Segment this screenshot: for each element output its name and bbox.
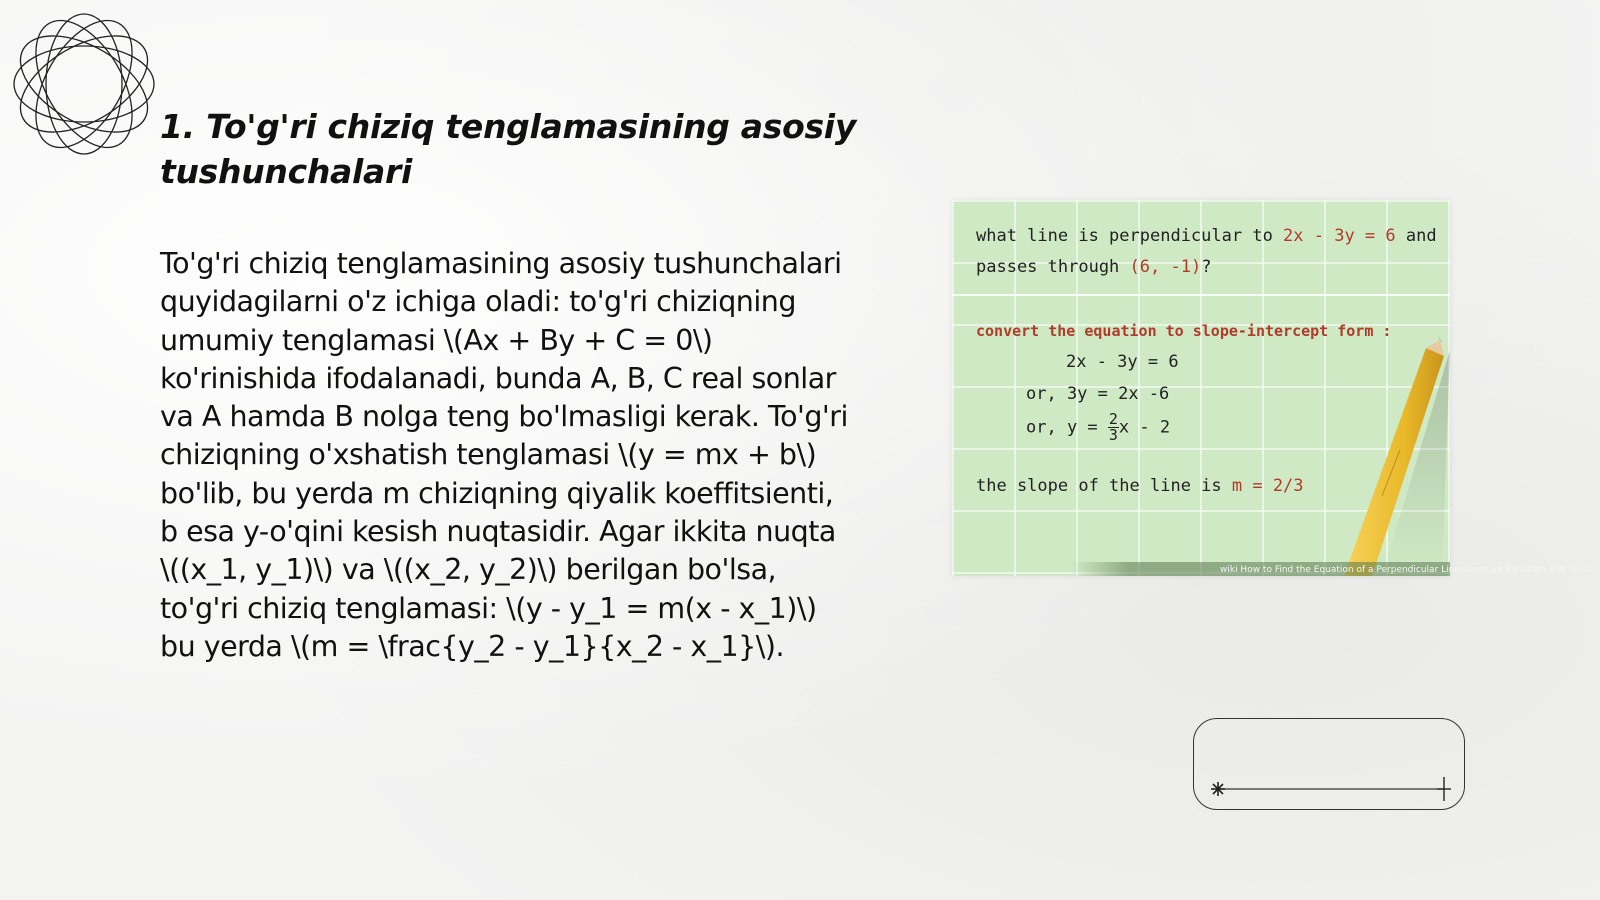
cross-icon (1437, 777, 1451, 801)
image-caption-strip (1072, 562, 1591, 576)
overlapping-circles-ornament-icon (8, 8, 160, 160)
question-point: (6, -1) (1129, 257, 1202, 277)
image-caption: wiki How to Find the Equation of a Perpendicular Line Given an Equation and Point (1220, 565, 1591, 575)
step-2: or, 3y = 2x -6 (1026, 384, 1170, 404)
slide-body-text: To'g'ri chiziq tenglamasining asosiy tushunchalari quyidagilarni o'z ichiga oladi: to'g'ri chiziqning umumiy tenglamasi \(Ax + By + C = 0\) ko'rinishida ifodalanadi, bunda A, B, C real sonlar va A hamda B nolga teng bo'lmasligi kerak. To'g'ri chiziqning o'xshatish tenglamasi \(y = mx + b\) bo'lib, bu yerda m chiziqning qiyalik koeffitsienti, b esa y-o'qini kesish nuqtasidir. Agar ikkita nuqta \((x_1, y_1)\) va \((x_2, y_2)\) berilgan bo'lsa, to'g'ri chiziq tenglamasi: \(y - y_1 = m(x - x_1)\) bu yerda \(m = \frac{y_2 - y_1}{x_2 - x_1}\). (160, 247, 848, 663)
question-equation: 2x - 3y = 6 (1283, 226, 1396, 246)
step-1: 2x - 3y = 6 (1066, 352, 1179, 372)
step-3: or, y = $\frac{2}{3}$ x - 2 (1026, 410, 1171, 444)
fraction-two-thirds: $\frac{2}{3}$ (1108, 410, 1118, 444)
question-line-1: what line is perpendicular to 2x - 3y = 6 and (976, 226, 1437, 246)
slide-title: 1. To'g'ri chiziq tenglamasining asosiy tushunchalari (160, 107, 857, 191)
pencil-icon (952, 200, 1450, 576)
conclusion-line: the slope of the line is m = 2/3 (976, 476, 1304, 496)
slope-value: m = 2/3 (1231, 476, 1304, 496)
slope-example-image (952, 200, 1591, 576)
question-line-2: passes through (6, -1)? (976, 257, 1212, 277)
sparkle-icon (1211, 782, 1225, 796)
decorative-pill-frame (1193, 718, 1465, 810)
instruction-text: convert the equation to slope-intercept form : (976, 322, 1392, 340)
